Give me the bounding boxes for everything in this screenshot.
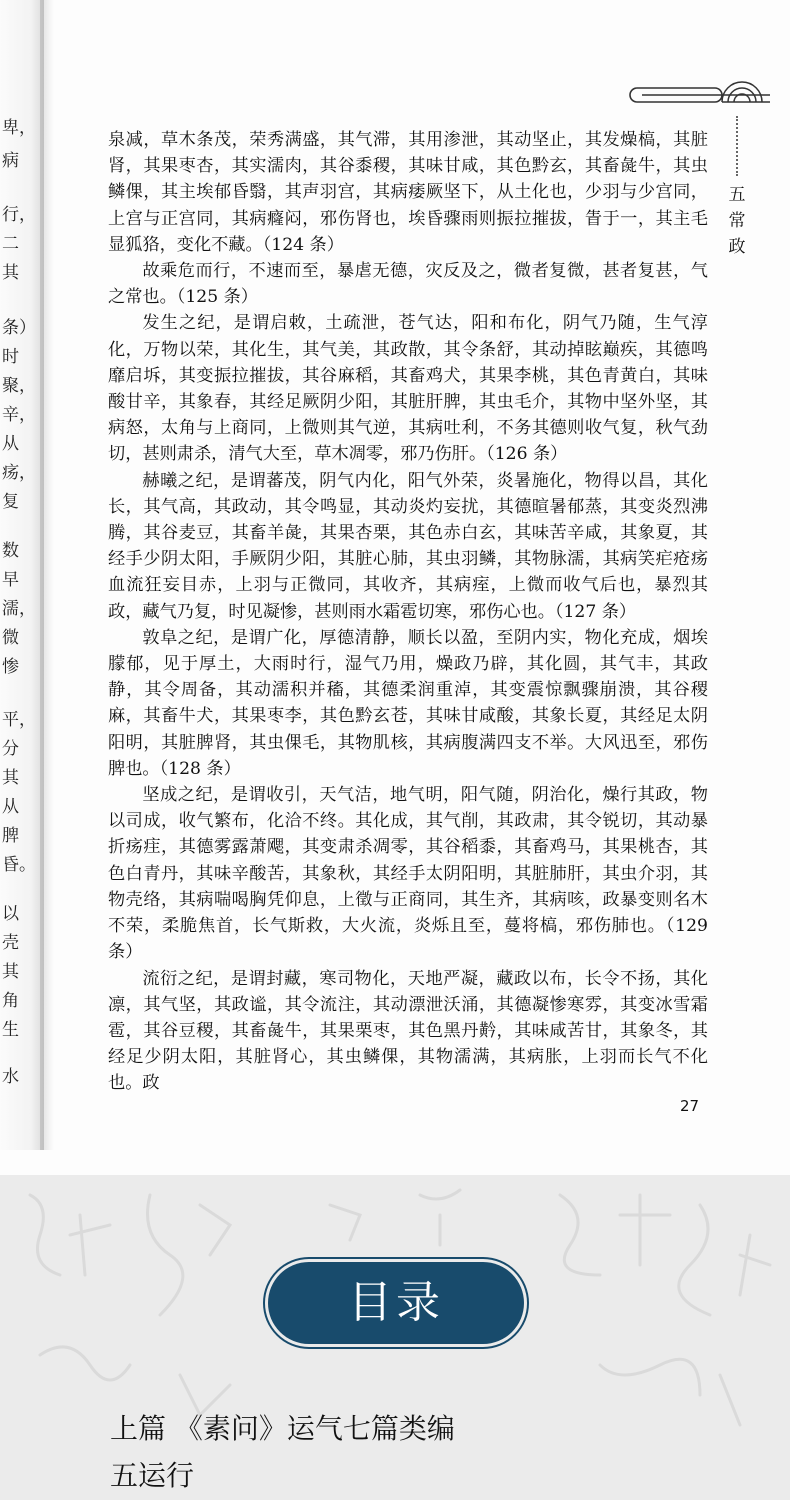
body-paragraph: 敦阜之纪，是谓广化，厚德清静，顺长以盈，至阴内实，物化充成，烟埃朦郁，见于厚土，大雨时行，湿气乃用，燥政乃辟，其化圆，其气丰，其政静，其令周备，其动濡积并稸，其德柔润重淖，其变震惊飘骤崩溃，其谷稷麻，其畜牛犬，其果枣李，其色黔玄苍，其味甘咸酸，其象长夏，其经足太阴阳明，其脏脾肾，其虫倮毛，其物肌核，其病腹满四支不举。大风迅至，邪伤脾也。（128 条） bbox=[108, 627, 708, 779]
toc-banner bbox=[268, 1262, 524, 1344]
left-page-fragment: 濡， bbox=[2, 599, 36, 619]
left-page-fragment: 壳 bbox=[2, 933, 19, 953]
toc-title: 目录 bbox=[348, 1277, 444, 1328]
body-paragraph: 坚成之纪，是谓收引，天气洁，地气明，阳气随，阴治化，燥行其政，物以司成，收气繁布，化洽不终。其化成，其气削，其政肃，其令锐切，其动暴折疡疰，其德雾露萧飔，其变肃杀凋零，其谷稻黍，其畜鸡马，其果桃杏，其色白青丹，其味辛酸苦，其象秋，其经手太阴阳明，其脏肺肝，其虫介羽，其物壳络，其病喘喝胸凭仰息，上徵与正商同，其生齐，其病咳，政暴变则名木不荣，柔脆焦首，长气斯救，大火流，炎烁且至，蔓将槁，邪伤肺也。（129 条） bbox=[108, 785, 708, 963]
left-page-fragment: 疡， bbox=[2, 463, 36, 483]
left-page-fragment: 时 bbox=[2, 347, 19, 367]
left-page-fragment: 分 bbox=[2, 739, 19, 759]
body-paragraph: 泉减，草木条茂，荣秀满盛，其气滞，其用渗泄，其动坚止，其发燥槁，其脏肾，其果枣杏，其实濡肉，其谷黍稷，其味甘咸，其色黔玄，其畜彘牛，其虫鳞倮，其主埃郁昏翳，其声羽宫，其病痿厥坚下，从土化也，少羽与少宫同，上宫与正宫同，其病癃闷，邪伤肾也，埃昏骤雨则振拉摧拔，眚于一，其主毛显狐狢，变化不藏。（124 条） bbox=[108, 130, 708, 255]
left-page-fragment: 从 bbox=[2, 797, 19, 817]
left-page-fragment: 其 bbox=[2, 768, 19, 788]
left-page-fragment: 其 bbox=[2, 263, 19, 283]
body-paragraph: 故乘危而行，不速而至，暴虐无德，灾反及之，微者复微，甚者复甚，气之常也。（125 条） bbox=[108, 261, 708, 308]
body-paragraph: 发生之纪，是谓启敕，土疏泄，苍气达，阳和布化，阴气乃随，生气淳化，万物以荣，其化生，其气美，其政散，其令条舒，其动掉眩巅疾，其德鸣靡启坼，其变振拉摧拔，其谷麻稻，其畜鸡犬，其果李桃，其色青黄白，其味酸甘辛，其象春，其经足厥阴少阳，其脏肝脾，其虫毛介，其物中坚外坚，其病怒，太角与上商同，上微则其气逆，其病吐利，不务其德则收气复，秋气劲切，甚则肃杀，清气大至，草木凋零，邪乃伤肝。（126 条） bbox=[108, 313, 708, 465]
left-page-fragment: 行， bbox=[2, 205, 36, 225]
left-page-fragment: 复 bbox=[2, 492, 19, 512]
header-dotted-line bbox=[736, 116, 738, 176]
left-page-fragment: 微 bbox=[2, 628, 19, 648]
toc-promo-section bbox=[0, 1175, 790, 1500]
left-page-fragment: 早 bbox=[2, 570, 19, 590]
left-page-fragment: 卑， bbox=[2, 118, 36, 138]
left-page-fragment: 惨 bbox=[2, 657, 19, 677]
running-head bbox=[724, 182, 750, 260]
left-page-fragment: 昏。 bbox=[2, 855, 36, 875]
page-number: 27 bbox=[680, 1097, 700, 1115]
left-page-fragment: 水 bbox=[2, 1067, 19, 1087]
spine-shadow bbox=[40, 0, 54, 1150]
left-page-fragment: 条） bbox=[2, 318, 36, 338]
left-page-fragment: 脾 bbox=[2, 826, 19, 846]
left-page-fragment: 生 bbox=[2, 1020, 19, 1040]
left-page-fragment: 二 bbox=[2, 234, 19, 254]
running-head-char: 政 bbox=[728, 237, 746, 257]
toc-line-chapter: 五运行 bbox=[110, 1459, 195, 1492]
left-page-edge bbox=[0, 0, 44, 1150]
body-paragraph: 流衍之纪，是谓封藏，寒司物化，天地严凝，藏政以布，长令不扬，其化凛，其气坚，其政谧，其令流注，其动漂泄沃涌，其德凝惨寒雰，其变冰雪霜雹，其谷豆稷，其畜彘牛，其果栗枣，其色黑丹黅，其味咸苦甘，其象冬，其经足少阴太阳，其脏肾心，其虫鳞倮，其物濡满，其病胀，上羽而长气不化也。政 bbox=[108, 968, 708, 1094]
running-head-char: 五 bbox=[728, 185, 746, 205]
left-page-fragment: 病 bbox=[2, 151, 19, 171]
left-page-fragment: 从 bbox=[2, 434, 19, 454]
left-page-fragment: 角 bbox=[2, 991, 19, 1011]
left-page-fragment: 聚， bbox=[2, 376, 36, 396]
left-page-fragment: 其 bbox=[2, 962, 19, 982]
left-page-fragment: 以 bbox=[2, 904, 19, 924]
header-ornament-icon bbox=[620, 68, 780, 112]
left-page-fragment: 平， bbox=[2, 710, 36, 730]
left-page-fragment: 辛， bbox=[2, 405, 36, 425]
running-head-char: 常 bbox=[728, 211, 746, 231]
body-paragraph: 赫曦之纪，是谓蕃茂，阴气内化，阳气外荣，炎暑施化，物得以昌，其化长，其气高，其政动，其令鸣显，其动炎灼妄扰，其德暄暑郁蒸，其变炎烈沸腾，其谷麦豆，其畜羊彘，其果杏栗，其色赤白玄，其味苦辛咸，其象夏，其经手少阴太阳，手厥阴少阳，其脏心肺，其虫羽鳞，其物脉濡，其病笑疟疮疡血流狂妄目赤，上羽与正微同，其收齐，其病痓，上微而收气后也，暴烈其政，藏气乃复，时见凝惨，甚则雨水霜雹切寒，邪伤心也。（127 条） bbox=[108, 470, 708, 622]
toc-line-part: 上篇 《素问》运气七篇类编 bbox=[110, 1412, 455, 1445]
body-text bbox=[108, 127, 708, 1097]
left-page-fragment: 数 bbox=[2, 541, 19, 561]
